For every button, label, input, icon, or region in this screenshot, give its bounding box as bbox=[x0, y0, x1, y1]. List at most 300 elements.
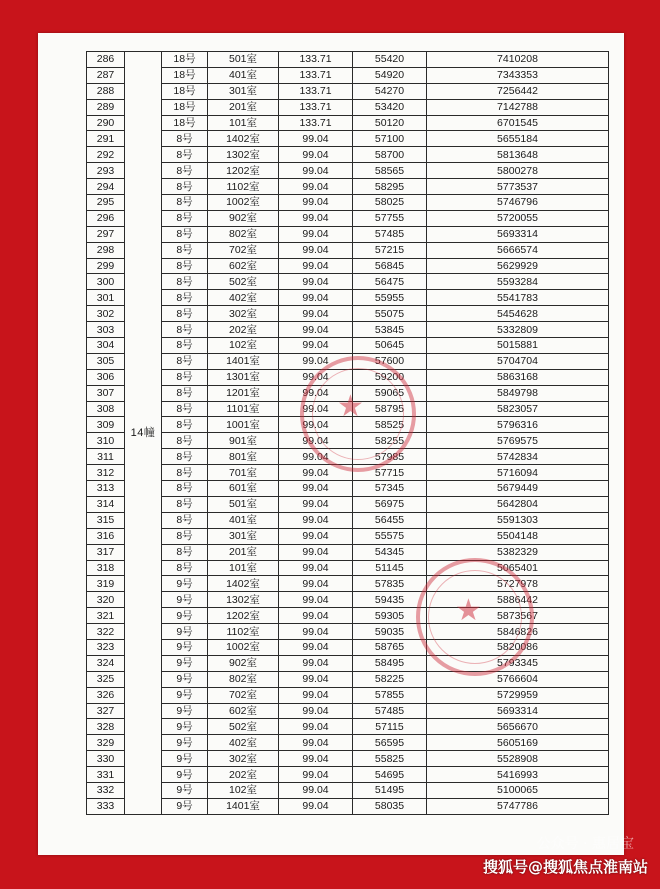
unit-cell: 8号 bbox=[162, 147, 208, 163]
unit-price-cell: 57715 bbox=[353, 465, 427, 481]
total-price-cell: 5846826 bbox=[427, 624, 609, 640]
total-price-cell: 5820086 bbox=[427, 639, 609, 655]
index-cell: 317 bbox=[87, 544, 125, 560]
total-price-cell: 5747786 bbox=[427, 798, 609, 814]
room-cell: 1001室 bbox=[208, 417, 279, 433]
index-cell: 290 bbox=[87, 115, 125, 131]
total-price-cell: 7256442 bbox=[427, 83, 609, 99]
total-price-cell: 5504148 bbox=[427, 528, 609, 544]
unit-price-cell: 57215 bbox=[353, 242, 427, 258]
room-cell: 401室 bbox=[208, 67, 279, 83]
table-row bbox=[87, 655, 609, 671]
index-cell: 331 bbox=[87, 767, 125, 783]
unit-price-cell: 55955 bbox=[353, 290, 427, 306]
unit-cell: 8号 bbox=[162, 258, 208, 274]
unit-price-cell: 54920 bbox=[353, 67, 427, 83]
unit-cell: 9号 bbox=[162, 639, 208, 655]
index-cell: 300 bbox=[87, 274, 125, 290]
index-cell: 318 bbox=[87, 560, 125, 576]
table-row bbox=[87, 703, 609, 719]
area-cell: 99.04 bbox=[279, 179, 353, 195]
unit-price-cell: 50120 bbox=[353, 115, 427, 131]
unit-cell: 8号 bbox=[162, 481, 208, 497]
table-row bbox=[87, 242, 609, 258]
watermark-faint: 公众号 · 惠居宝 bbox=[536, 836, 634, 852]
unit-price-cell: 58765 bbox=[353, 639, 427, 655]
unit-price-cell: 53845 bbox=[353, 322, 427, 338]
unit-price-cell: 58035 bbox=[353, 798, 427, 814]
table-row bbox=[87, 369, 609, 385]
total-price-cell: 6701545 bbox=[427, 115, 609, 131]
unit-price-cell: 58565 bbox=[353, 163, 427, 179]
table-row bbox=[87, 163, 609, 179]
index-cell: 328 bbox=[87, 719, 125, 735]
unit-cell: 9号 bbox=[162, 751, 208, 767]
unit-price-cell: 58255 bbox=[353, 433, 427, 449]
index-cell: 301 bbox=[87, 290, 125, 306]
total-price-cell: 7343353 bbox=[427, 67, 609, 83]
unit-price-cell: 57345 bbox=[353, 481, 427, 497]
table-row bbox=[87, 210, 609, 226]
unit-price-cell: 57100 bbox=[353, 131, 427, 147]
room-cell: 1402室 bbox=[208, 131, 279, 147]
room-cell: 1202室 bbox=[208, 163, 279, 179]
unit-price-cell: 58525 bbox=[353, 417, 427, 433]
area-cell: 99.04 bbox=[279, 751, 353, 767]
price-list-table bbox=[86, 51, 609, 815]
table-row bbox=[87, 306, 609, 322]
unit-price-cell: 54695 bbox=[353, 767, 427, 783]
index-cell: 310 bbox=[87, 433, 125, 449]
index-cell: 297 bbox=[87, 226, 125, 242]
unit-cell: 18号 bbox=[162, 52, 208, 68]
table-row bbox=[87, 560, 609, 576]
unit-cell: 18号 bbox=[162, 83, 208, 99]
area-cell: 99.04 bbox=[279, 226, 353, 242]
unit-cell: 9号 bbox=[162, 671, 208, 687]
total-price-cell: 5332809 bbox=[427, 322, 609, 338]
area-cell: 99.04 bbox=[279, 735, 353, 751]
table-row bbox=[87, 401, 609, 417]
area-cell: 99.04 bbox=[279, 353, 353, 369]
seal-star-2: ★ bbox=[455, 593, 482, 628]
table-row bbox=[87, 338, 609, 354]
index-cell: 332 bbox=[87, 782, 125, 798]
unit-cell: 9号 bbox=[162, 655, 208, 671]
unit-price-cell: 57855 bbox=[353, 687, 427, 703]
table-row bbox=[87, 481, 609, 497]
room-cell: 302室 bbox=[208, 751, 279, 767]
area-cell: 99.04 bbox=[279, 798, 353, 814]
unit-cell: 8号 bbox=[162, 417, 208, 433]
room-cell: 401室 bbox=[208, 512, 279, 528]
room-cell: 1301室 bbox=[208, 369, 279, 385]
table-row bbox=[87, 115, 609, 131]
room-cell: 802室 bbox=[208, 226, 279, 242]
unit-price-cell: 58495 bbox=[353, 655, 427, 671]
index-cell: 329 bbox=[87, 735, 125, 751]
room-cell: 101室 bbox=[208, 560, 279, 576]
index-cell: 325 bbox=[87, 671, 125, 687]
unit-cell: 8号 bbox=[162, 210, 208, 226]
unit-price-cell: 57755 bbox=[353, 210, 427, 226]
room-cell: 202室 bbox=[208, 767, 279, 783]
area-cell: 133.71 bbox=[279, 99, 353, 115]
document-page bbox=[38, 33, 624, 855]
index-cell: 315 bbox=[87, 512, 125, 528]
area-cell: 99.04 bbox=[279, 242, 353, 258]
unit-cell: 8号 bbox=[162, 322, 208, 338]
unit-price-cell: 51495 bbox=[353, 782, 427, 798]
index-cell: 320 bbox=[87, 592, 125, 608]
unit-cell: 9号 bbox=[162, 767, 208, 783]
table-row bbox=[87, 353, 609, 369]
room-cell: 1202室 bbox=[208, 608, 279, 624]
watermark: 搜狐号@搜狐焦点淮南站 bbox=[482, 858, 648, 876]
table-row bbox=[87, 52, 609, 68]
area-cell: 133.71 bbox=[279, 52, 353, 68]
unit-cell: 8号 bbox=[162, 195, 208, 211]
area-cell: 99.04 bbox=[279, 131, 353, 147]
table-row bbox=[87, 496, 609, 512]
unit-price-cell: 53420 bbox=[353, 99, 427, 115]
room-cell: 101室 bbox=[208, 115, 279, 131]
table-row bbox=[87, 195, 609, 211]
area-cell: 99.04 bbox=[279, 576, 353, 592]
room-cell: 902室 bbox=[208, 210, 279, 226]
area-cell: 99.04 bbox=[279, 306, 353, 322]
index-cell: 287 bbox=[87, 67, 125, 83]
index-cell: 286 bbox=[87, 52, 125, 68]
index-cell: 303 bbox=[87, 322, 125, 338]
unit-price-cell: 56475 bbox=[353, 274, 427, 290]
room-cell: 102室 bbox=[208, 782, 279, 798]
area-cell: 99.04 bbox=[279, 433, 353, 449]
table-row bbox=[87, 258, 609, 274]
index-cell: 288 bbox=[87, 83, 125, 99]
room-cell: 701室 bbox=[208, 465, 279, 481]
area-cell: 99.04 bbox=[279, 401, 353, 417]
total-price-cell: 5746796 bbox=[427, 195, 609, 211]
table-row bbox=[87, 512, 609, 528]
index-cell: 299 bbox=[87, 258, 125, 274]
total-price-cell: 5100065 bbox=[427, 782, 609, 798]
unit-price-cell: 58025 bbox=[353, 195, 427, 211]
index-cell: 289 bbox=[87, 99, 125, 115]
total-price-cell: 5766604 bbox=[427, 671, 609, 687]
area-cell: 99.04 bbox=[279, 767, 353, 783]
room-cell: 502室 bbox=[208, 274, 279, 290]
total-price-cell: 5656670 bbox=[427, 719, 609, 735]
total-price-cell: 5729959 bbox=[427, 687, 609, 703]
area-cell: 133.71 bbox=[279, 83, 353, 99]
table-row bbox=[87, 131, 609, 147]
room-cell: 802室 bbox=[208, 671, 279, 687]
index-cell: 313 bbox=[87, 481, 125, 497]
area-cell: 99.04 bbox=[279, 258, 353, 274]
table-row bbox=[87, 735, 609, 751]
room-cell: 1302室 bbox=[208, 592, 279, 608]
area-cell: 99.04 bbox=[279, 195, 353, 211]
index-cell: 296 bbox=[87, 210, 125, 226]
room-cell: 501室 bbox=[208, 52, 279, 68]
unit-cell: 8号 bbox=[162, 353, 208, 369]
unit-price-cell: 55575 bbox=[353, 528, 427, 544]
unit-cell: 9号 bbox=[162, 782, 208, 798]
room-cell: 702室 bbox=[208, 687, 279, 703]
building-cell: 14幢 bbox=[125, 52, 162, 815]
total-price-cell: 5742834 bbox=[427, 449, 609, 465]
table-row bbox=[87, 671, 609, 687]
total-price-cell: 5773537 bbox=[427, 179, 609, 195]
area-cell: 99.04 bbox=[279, 290, 353, 306]
unit-price-cell: 59200 bbox=[353, 369, 427, 385]
room-cell: 902室 bbox=[208, 655, 279, 671]
total-price-cell: 5716094 bbox=[427, 465, 609, 481]
total-price-cell: 5015881 bbox=[427, 338, 609, 354]
unit-cell: 8号 bbox=[162, 226, 208, 242]
index-cell: 302 bbox=[87, 306, 125, 322]
area-cell: 99.04 bbox=[279, 544, 353, 560]
unit-price-cell: 59305 bbox=[353, 608, 427, 624]
room-cell: 202室 bbox=[208, 322, 279, 338]
table-row bbox=[87, 290, 609, 306]
unit-price-cell: 59035 bbox=[353, 624, 427, 640]
table-row bbox=[87, 67, 609, 83]
index-cell: 333 bbox=[87, 798, 125, 814]
total-price-cell: 5593284 bbox=[427, 274, 609, 290]
unit-price-cell: 59065 bbox=[353, 385, 427, 401]
table-row bbox=[87, 147, 609, 163]
unit-cell: 8号 bbox=[162, 544, 208, 560]
unit-price-cell: 56845 bbox=[353, 258, 427, 274]
room-cell: 302室 bbox=[208, 306, 279, 322]
total-price-cell: 5642804 bbox=[427, 496, 609, 512]
table-row bbox=[87, 274, 609, 290]
area-cell: 99.04 bbox=[279, 703, 353, 719]
unit-cell: 9号 bbox=[162, 576, 208, 592]
index-cell: 326 bbox=[87, 687, 125, 703]
total-price-cell: 5863168 bbox=[427, 369, 609, 385]
index-cell: 308 bbox=[87, 401, 125, 417]
seal-star-1: ★ bbox=[337, 389, 364, 424]
area-cell: 99.04 bbox=[279, 512, 353, 528]
total-price-cell: 5873567 bbox=[427, 608, 609, 624]
unit-price-cell: 58795 bbox=[353, 401, 427, 417]
index-cell: 309 bbox=[87, 417, 125, 433]
area-cell: 99.04 bbox=[279, 671, 353, 687]
area-cell: 99.04 bbox=[279, 496, 353, 512]
total-price-cell: 5693314 bbox=[427, 703, 609, 719]
index-cell: 294 bbox=[87, 179, 125, 195]
room-cell: 1201室 bbox=[208, 385, 279, 401]
index-cell: 327 bbox=[87, 703, 125, 719]
room-cell: 201室 bbox=[208, 544, 279, 560]
unit-cell: 8号 bbox=[162, 401, 208, 417]
total-price-cell: 5823057 bbox=[427, 401, 609, 417]
index-cell: 324 bbox=[87, 655, 125, 671]
area-cell: 99.04 bbox=[279, 163, 353, 179]
room-cell: 402室 bbox=[208, 735, 279, 751]
index-cell: 319 bbox=[87, 576, 125, 592]
room-cell: 1102室 bbox=[208, 179, 279, 195]
area-cell: 99.04 bbox=[279, 417, 353, 433]
unit-price-cell: 59435 bbox=[353, 592, 427, 608]
room-cell: 501室 bbox=[208, 496, 279, 512]
unit-cell: 9号 bbox=[162, 719, 208, 735]
area-cell: 99.04 bbox=[279, 719, 353, 735]
room-cell: 502室 bbox=[208, 719, 279, 735]
total-price-cell: 5720055 bbox=[427, 210, 609, 226]
area-cell: 99.04 bbox=[279, 322, 353, 338]
total-price-cell: 5704704 bbox=[427, 353, 609, 369]
room-cell: 801室 bbox=[208, 449, 279, 465]
index-cell: 306 bbox=[87, 369, 125, 385]
table-row bbox=[87, 767, 609, 783]
index-cell: 312 bbox=[87, 465, 125, 481]
table-row bbox=[87, 528, 609, 544]
total-price-cell: 5591303 bbox=[427, 512, 609, 528]
area-cell: 99.04 bbox=[279, 449, 353, 465]
unit-cell: 9号 bbox=[162, 735, 208, 751]
total-price-cell: 5813648 bbox=[427, 147, 609, 163]
area-cell: 99.04 bbox=[279, 560, 353, 576]
table-row bbox=[87, 433, 609, 449]
table-row bbox=[87, 719, 609, 735]
unit-cell: 18号 bbox=[162, 99, 208, 115]
table-row bbox=[87, 179, 609, 195]
table-row bbox=[87, 576, 609, 592]
room-cell: 702室 bbox=[208, 242, 279, 258]
total-price-cell: 5693314 bbox=[427, 226, 609, 242]
unit-price-cell: 51145 bbox=[353, 560, 427, 576]
unit-cell: 8号 bbox=[162, 465, 208, 481]
total-price-cell: 5800278 bbox=[427, 163, 609, 179]
total-price-cell: 5065401 bbox=[427, 560, 609, 576]
index-cell: 311 bbox=[87, 449, 125, 465]
table-row bbox=[87, 639, 609, 655]
unit-cell: 18号 bbox=[162, 67, 208, 83]
unit-cell: 9号 bbox=[162, 798, 208, 814]
unit-cell: 8号 bbox=[162, 274, 208, 290]
unit-cell: 9号 bbox=[162, 608, 208, 624]
unit-price-cell: 58700 bbox=[353, 147, 427, 163]
area-cell: 99.04 bbox=[279, 338, 353, 354]
index-cell: 295 bbox=[87, 195, 125, 211]
unit-price-cell: 58225 bbox=[353, 671, 427, 687]
total-price-cell: 5629929 bbox=[427, 258, 609, 274]
table-body bbox=[87, 52, 609, 815]
room-cell: 901室 bbox=[208, 433, 279, 449]
room-cell: 602室 bbox=[208, 703, 279, 719]
total-price-cell: 5886442 bbox=[427, 592, 609, 608]
unit-cell: 8号 bbox=[162, 433, 208, 449]
table-row bbox=[87, 449, 609, 465]
table-row bbox=[87, 687, 609, 703]
index-cell: 305 bbox=[87, 353, 125, 369]
unit-price-cell: 57600 bbox=[353, 353, 427, 369]
area-cell: 99.04 bbox=[279, 481, 353, 497]
area-cell: 99.04 bbox=[279, 528, 353, 544]
table-row bbox=[87, 751, 609, 767]
unit-cell: 9号 bbox=[162, 592, 208, 608]
index-cell: 322 bbox=[87, 624, 125, 640]
unit-price-cell: 54345 bbox=[353, 544, 427, 560]
total-price-cell: 5605169 bbox=[427, 735, 609, 751]
total-price-cell: 5679449 bbox=[427, 481, 609, 497]
table-row bbox=[87, 417, 609, 433]
index-cell: 314 bbox=[87, 496, 125, 512]
area-cell: 133.71 bbox=[279, 67, 353, 83]
area-cell: 99.04 bbox=[279, 274, 353, 290]
total-price-cell: 5541783 bbox=[427, 290, 609, 306]
room-cell: 1101室 bbox=[208, 401, 279, 417]
total-price-cell: 5849798 bbox=[427, 385, 609, 401]
unit-cell: 8号 bbox=[162, 242, 208, 258]
index-cell: 321 bbox=[87, 608, 125, 624]
table-row bbox=[87, 226, 609, 242]
room-cell: 1302室 bbox=[208, 147, 279, 163]
unit-cell: 18号 bbox=[162, 115, 208, 131]
unit-price-cell: 50645 bbox=[353, 338, 427, 354]
total-price-cell: 5727978 bbox=[427, 576, 609, 592]
total-price-cell: 5454628 bbox=[427, 306, 609, 322]
table-row bbox=[87, 624, 609, 640]
room-cell: 201室 bbox=[208, 99, 279, 115]
total-price-cell: 5416993 bbox=[427, 767, 609, 783]
total-price-cell: 5528908 bbox=[427, 751, 609, 767]
area-cell: 99.04 bbox=[279, 385, 353, 401]
table-row bbox=[87, 782, 609, 798]
unit-price-cell: 57485 bbox=[353, 226, 427, 242]
unit-cell: 8号 bbox=[162, 496, 208, 512]
area-cell: 99.04 bbox=[279, 639, 353, 655]
room-cell: 1401室 bbox=[208, 798, 279, 814]
unit-cell: 8号 bbox=[162, 338, 208, 354]
area-cell: 133.71 bbox=[279, 115, 353, 131]
room-cell: 301室 bbox=[208, 83, 279, 99]
table-row bbox=[87, 465, 609, 481]
total-price-cell: 5382329 bbox=[427, 544, 609, 560]
table-row bbox=[87, 99, 609, 115]
room-cell: 1401室 bbox=[208, 353, 279, 369]
unit-price-cell: 57835 bbox=[353, 576, 427, 592]
area-cell: 99.04 bbox=[279, 624, 353, 640]
table-row bbox=[87, 592, 609, 608]
index-cell: 291 bbox=[87, 131, 125, 147]
unit-cell: 8号 bbox=[162, 179, 208, 195]
unit-cell: 8号 bbox=[162, 560, 208, 576]
area-cell: 99.04 bbox=[279, 782, 353, 798]
unit-cell: 8号 bbox=[162, 449, 208, 465]
unit-price-cell: 55420 bbox=[353, 52, 427, 68]
area-cell: 99.04 bbox=[279, 147, 353, 163]
table-row bbox=[87, 385, 609, 401]
unit-price-cell: 56455 bbox=[353, 512, 427, 528]
area-cell: 99.04 bbox=[279, 608, 353, 624]
area-cell: 99.04 bbox=[279, 369, 353, 385]
total-price-cell: 7410208 bbox=[427, 52, 609, 68]
unit-price-cell: 57115 bbox=[353, 719, 427, 735]
unit-price-cell: 56975 bbox=[353, 496, 427, 512]
table-row bbox=[87, 608, 609, 624]
index-cell: 293 bbox=[87, 163, 125, 179]
room-cell: 1002室 bbox=[208, 195, 279, 211]
unit-cell: 8号 bbox=[162, 385, 208, 401]
total-price-cell: 5666574 bbox=[427, 242, 609, 258]
unit-cell: 8号 bbox=[162, 512, 208, 528]
room-cell: 1102室 bbox=[208, 624, 279, 640]
